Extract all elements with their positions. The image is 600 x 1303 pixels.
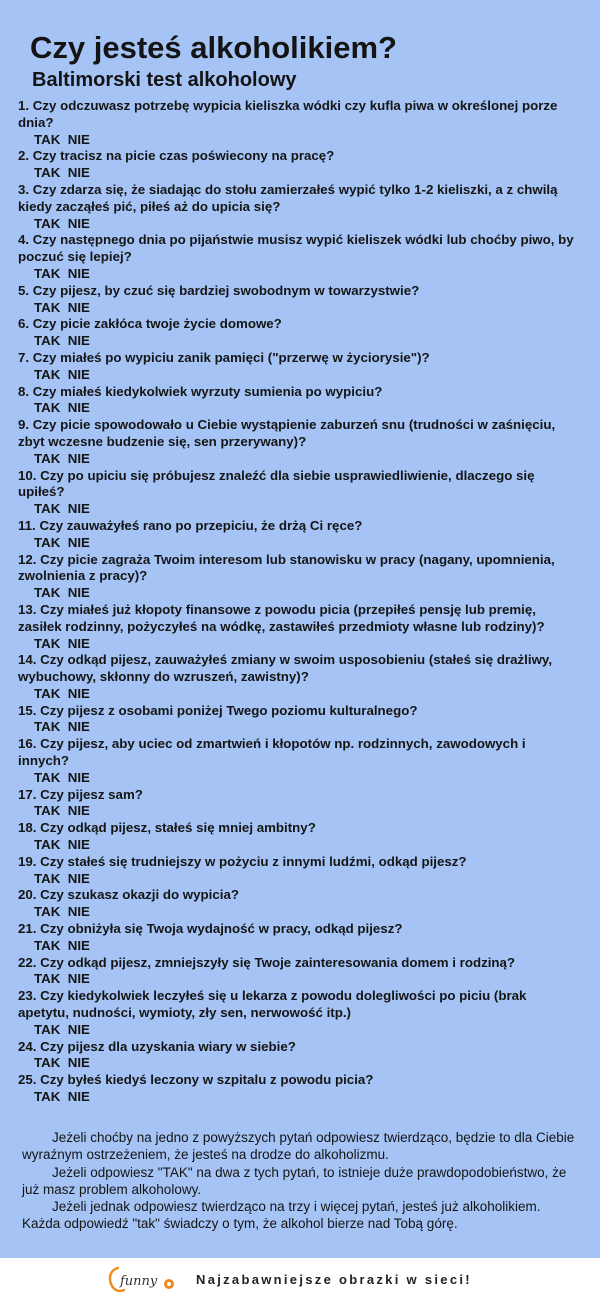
question-text: 10. Czy po upiciu się próbujesz znaleźć dla siebie usprawiedliwienie, dlaczego się upiłeś? <box>18 467 535 500</box>
question-item <box>18 602 578 652</box>
question-text: 17. Czy pijesz sam? <box>18 786 143 802</box>
question-text: 21. Czy obniżyła się Twoja wydajność w pracy, odkąd pijesz? <box>18 921 403 937</box>
question-text: 22. Czy odkąd pijesz, zmniejszyły się Twoje zainteresowania domem i rodziną? <box>18 954 516 970</box>
question-item <box>18 921 578 955</box>
question-item <box>18 887 578 921</box>
question-item <box>18 1072 578 1106</box>
answer-options: TAK NIE <box>34 803 90 819</box>
answer-options: TAK NIE <box>34 501 90 517</box>
answer-options: TAK NIE <box>34 333 90 349</box>
answer-options: TAK NIE <box>34 299 90 315</box>
answer-options: TAK NIE <box>34 1055 90 1071</box>
answer-options: TAK NIE <box>34 685 90 701</box>
answer-options: TAK NIE <box>34 937 90 953</box>
question-text: 23. Czy kiedykolwiek leczyłeś się u lekarza z powodu dolegliwości po piciu (brak apetytu, nudności, wymioty, zły sen, nerwowość itp.) <box>18 988 527 1021</box>
answer-options: TAK NIE <box>34 635 90 651</box>
summary-paragraph: Jeżeli choćby na jedno z powyższych pytań odpowiesz twierdząco, będzie to dla Ciebie wyraźnym ostrzeżeniem, że jesteś na drodze do alkoholizmu. <box>22 1130 575 1163</box>
page-title: Czy jesteś alkoholikiem? <box>30 30 397 65</box>
question-text: 3. Czy zdarza się, że siadając do stołu zamierzałeś wypić tylko 1-2 kieliszki, a z chwilą kiedy zacząłeś pić, piłeś aż do upicia się? <box>18 181 558 214</box>
answer-options: TAK NIE <box>34 366 90 382</box>
answer-options: TAK NIE <box>34 534 90 550</box>
answer-options: TAK NIE <box>34 265 90 281</box>
summary-paragraph: Jeżeli odpowiesz "TAK" na dwa z tych pytań, to istnieje duże prawdopodobieństwo, że już masz problem alkoholowy. <box>22 1164 567 1197</box>
answer-options: TAK NIE <box>34 769 90 785</box>
question-item <box>18 384 578 418</box>
question-text: 7. Czy miałeś po wypiciu zanik pamięci ("przerwę w życiorysie")? <box>18 349 430 365</box>
answer-options: TAK NIE <box>34 131 90 147</box>
question-text: 1. Czy odczuwasz potrzebę wypicia kieliszka wódki czy kufla piwa w określonej porze dnia? <box>18 98 558 130</box>
question-item <box>18 552 578 602</box>
question-text: 24. Czy pijesz dla uzyskania wiary w siebie? <box>18 1038 296 1054</box>
question-text: 19. Czy stałeś się trudniejszy w pożyciu z innymi ludźmi, odkąd pijesz? <box>18 853 467 869</box>
answer-options: TAK NIE <box>34 904 90 920</box>
question-item <box>18 417 578 467</box>
question-item <box>18 350 578 384</box>
summary-paragraph: Jeżeli jednak odpowiesz twierdząco na trzy i więcej pytań, jesteś już alkoholikiem. Każda odpowiedź "tak" świadczy o tym, że alkohol bierze nad Tobą górę. <box>22 1199 541 1232</box>
question-text: 9. Czy picie spowodowało u Ciebie wystąpienie zaburzeń snu (trudności w zaśnięciu, zbyt wczesne budzenie się, sen przerywany)? <box>18 417 556 449</box>
question-item <box>18 787 578 821</box>
question-item <box>18 988 578 1038</box>
question-item <box>18 316 578 350</box>
answer-options: TAK NIE <box>34 870 90 886</box>
question-list <box>18 98 578 1106</box>
answer-options: TAK NIE <box>34 1021 90 1037</box>
answer-options: TAK NIE <box>34 837 90 853</box>
question-text: 6. Czy picie zakłóca twoje życie domowe? <box>18 316 282 332</box>
question-item <box>18 736 578 786</box>
footer-tagline: Najzabawniejsze obrazki w sieci! <box>196 1272 472 1287</box>
question-text: 15. Czy pijesz z osobami poniżej Twego poziomu kulturalnego? <box>18 702 418 718</box>
question-text: 2. Czy tracisz na picie czas poświecony na pracę? <box>18 148 335 164</box>
question-text: 5. Czy pijesz, by czuć się bardziej swobodnym w towarzystwie? <box>18 282 420 298</box>
question-text: 16. Czy pijesz, aby uciec od zmartwień i kłopotów np. rodzinnych, zawodowych i innych? <box>18 736 526 769</box>
question-item <box>18 820 578 854</box>
page-subtitle: Baltimorski test alkoholowy <box>32 69 297 91</box>
site-footer <box>0 1258 600 1303</box>
answer-options: TAK NIE <box>34 971 90 987</box>
question-text: 13. Czy miałeś już kłopoty finansowe z powodu picia (przepiłeś pensję lub premię, zasiłek rodzinny, pożyczyłeś na wódkę, zastawiłeś przedmioty własne lub rodziny)? <box>18 601 545 634</box>
question-item <box>18 518 578 552</box>
question-item <box>18 148 578 182</box>
question-text: 4. Czy następnego dnia po pijaństwie musisz wypić kieliszek wódki lub choćby piwo, by poczuć się lepiej? <box>18 232 574 265</box>
answer-options: TAK NIE <box>34 165 90 181</box>
question-item <box>18 283 578 317</box>
logo-text: funny <box>120 1274 158 1289</box>
question-text: 18. Czy odkąd pijesz, stałeś się mniej ambitny? <box>18 820 316 836</box>
question-item <box>18 232 578 282</box>
question-text: 11. Czy zauważyłeś rano po przepiciu, że drżą Ci ręce? <box>18 517 363 533</box>
answer-options: TAK NIE <box>34 450 90 466</box>
answer-options: TAK NIE <box>34 719 90 735</box>
question-item <box>18 182 578 232</box>
question-item <box>18 854 578 888</box>
answer-options: TAK NIE <box>34 400 90 416</box>
answer-options: TAK NIE <box>34 1089 90 1105</box>
funny-logo[interactable] <box>104 1266 178 1294</box>
question-item <box>18 98 578 148</box>
question-text: 12. Czy picie zagraża Twoim interesom lub stanowisku w pracy (nagany, upomnienia, zwolnienia z pracy)? <box>18 551 555 584</box>
answer-options: TAK NIE <box>34 585 90 601</box>
question-item <box>18 703 578 737</box>
question-text: 14. Czy odkąd pijesz, zauważyłeś zmiany w swoim usposobieniu (stałeś się drażliwy, wybuchowy, skłonny do wzruszeń, zawistny)? <box>18 652 553 685</box>
question-text: 25. Czy byłeś kiedyś leczony w szpitalu z powodu picia? <box>18 1072 374 1088</box>
question-item <box>18 955 578 989</box>
question-item <box>18 652 578 702</box>
question-text: 20. Czy szukasz okazji do wypicia? <box>18 887 239 903</box>
question-item <box>18 1039 578 1073</box>
answer-options: TAK NIE <box>34 215 90 231</box>
result-summary <box>22 1129 578 1233</box>
question-item <box>18 468 578 518</box>
question-text: 8. Czy miałeś kiedykolwiek wyrzuty sumienia po wypiciu? <box>18 383 383 399</box>
